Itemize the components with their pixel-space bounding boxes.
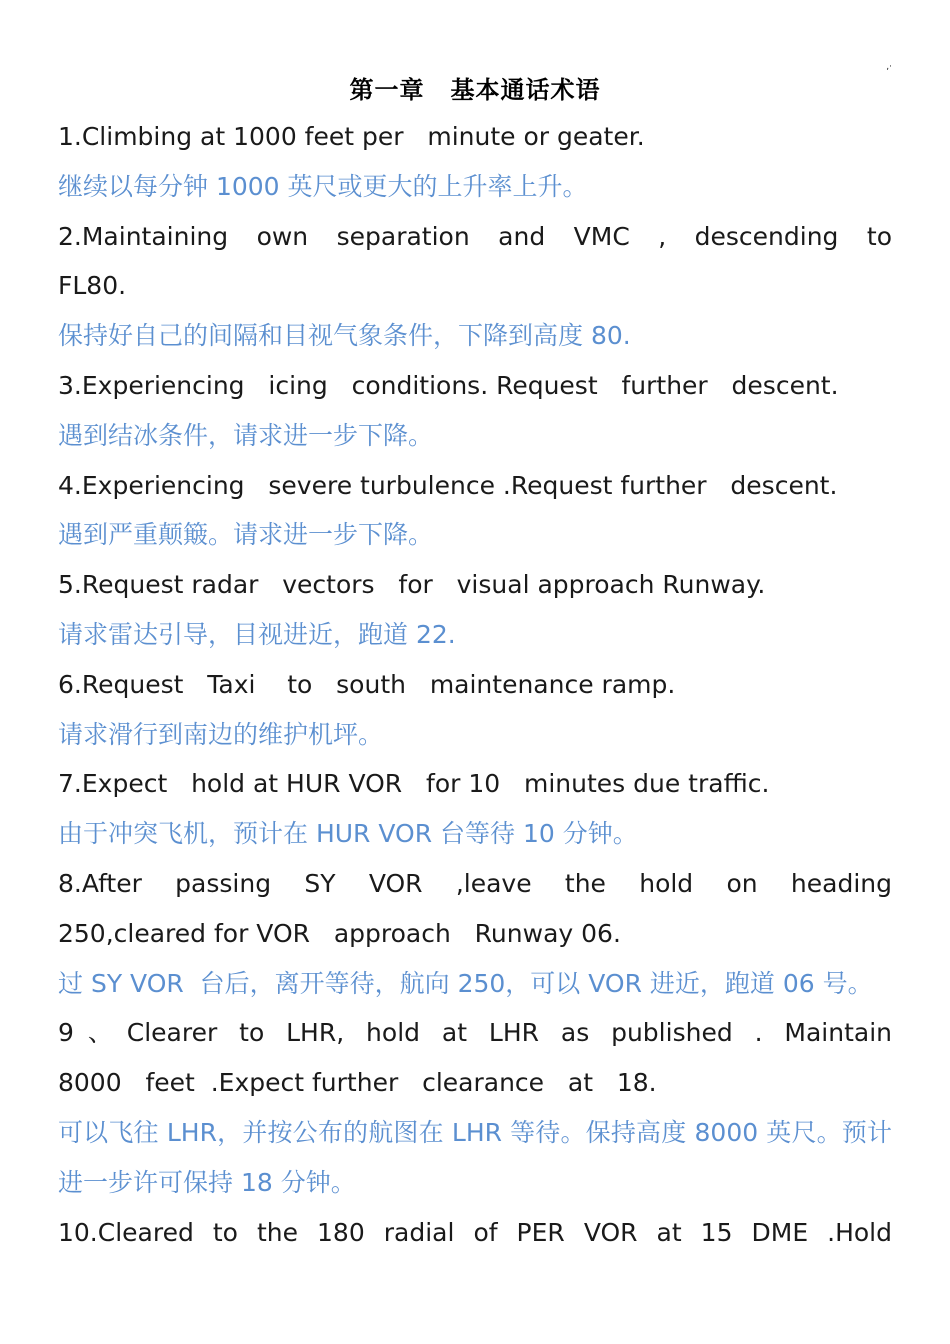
translation-line: 进一步许可保持 18 分钟。 <box>58 1167 356 1197</box>
translation-line: 遇到结冰条件，请求进一步下降。 <box>58 420 434 450</box>
chapter-name: 基本通话术语 <box>450 76 601 104</box>
phrase-line: 6.Request Taxi to south maintenance ramp. <box>58 669 676 699</box>
translation-line: 可以飞往 LHR，并按公布的航图在 LHR 等待。保持高度 8000 英尺。预计 <box>58 1117 892 1147</box>
phrase-line: 9、Clearer to LHR, hold at LHR as published . Maintain <box>58 1018 892 1048</box>
phrase-line: 8.After passing SY VOR ,leave the hold on heading <box>58 868 892 898</box>
phrase-line: 8000 feet .Expect further clearance at 18. <box>58 1068 657 1098</box>
translation-line: 保持好自己的间隔和目视气象条件，下降到高度 80. <box>58 321 631 351</box>
phrase-line: 5.Request radar vectors for visual approach Runway. <box>58 570 766 600</box>
phrase-line: 4.Experiencing severe turbulence .Request further descent. <box>58 470 838 500</box>
phrase-line: 3.Experiencing icing conditions. Request further descent. <box>58 370 839 400</box>
translation-line: 过 SY VOR 台后，离开等待，航向 250，可以 VOR 进近，跑道 06 号。 <box>58 968 873 998</box>
phrase-line: FL80. <box>58 271 127 301</box>
translation-line: 由于冲突飞机，预计在 HUR VOR 台等待 10 分钟。 <box>58 819 638 849</box>
phrase-line: 10.Cleared to the 180 radial of PER VOR at 15 DME .Hold <box>58 1217 892 1247</box>
translation-line: 继续以每分钟 1000 英尺或更大的上升率上升。 <box>58 171 588 201</box>
translation-line: 遇到严重颠簸。请求进一步下降。 <box>58 520 434 550</box>
phrase-line: 1.Climbing at 1000 feet per minute or geater. <box>58 122 645 151</box>
document-body <box>58 115 892 1260</box>
phrase-line: 2.Maintaining own separation and VMC , descending to <box>58 221 892 251</box>
chapter-number: 第一章 <box>349 76 425 104</box>
phrase-line: 250,cleared for VOR approach Runway 06. <box>58 918 621 948</box>
corner-mark: ,· <box>886 62 892 72</box>
chapter-title <box>0 70 950 105</box>
phrase-line: 7.Expect hold at HUR VOR for 10 minutes due traffic. <box>58 769 770 799</box>
translation-line: 请求滑行到南边的维护机坪。 <box>58 719 384 749</box>
translation-line: 请求雷达引导，目视进近，跑道 22. <box>58 619 456 649</box>
